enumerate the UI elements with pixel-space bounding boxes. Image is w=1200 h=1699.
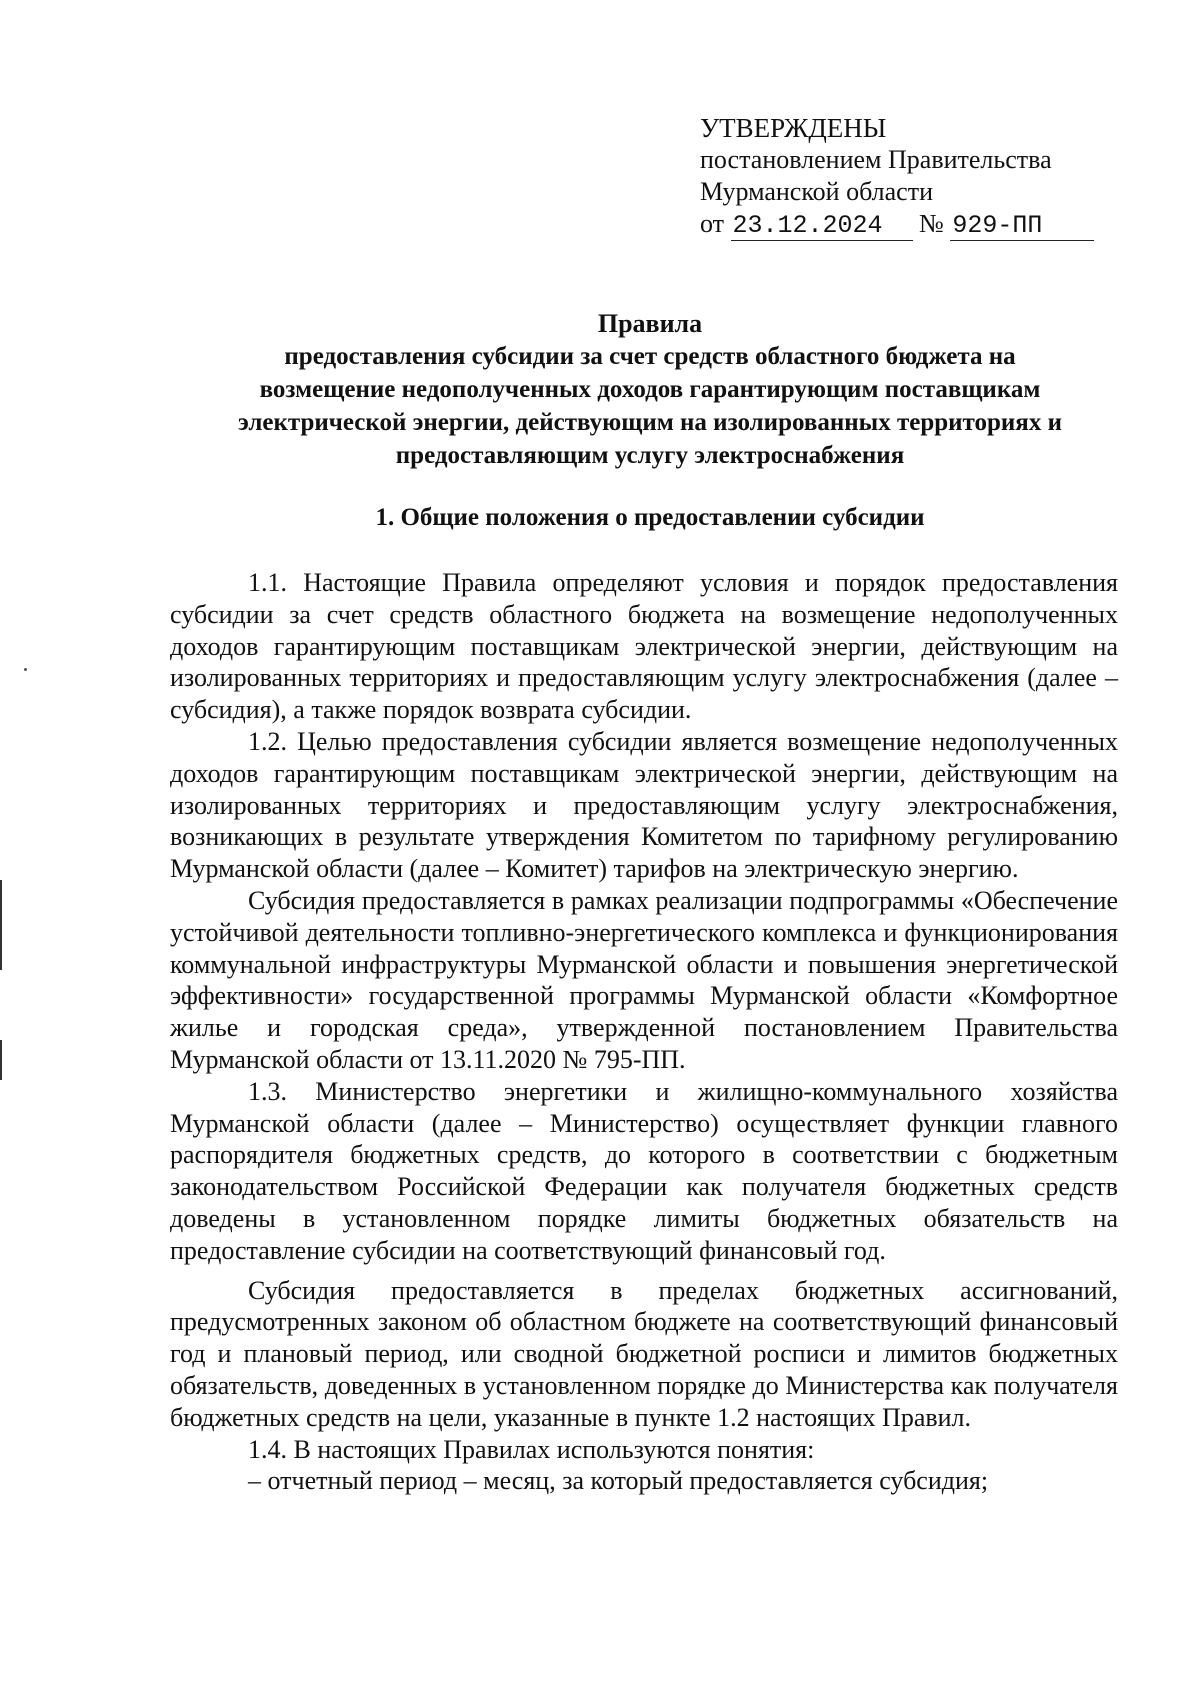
title-subtitle-line: предоставления субсидии за счет средств областного бюджета на: [284, 343, 1016, 370]
approval-line-1: постановлением Правительства: [700, 145, 1052, 174]
title-main: Правила: [597, 309, 703, 338]
title-subtitle-line: предоставляющим услугу электроснабжения: [395, 442, 905, 469]
approval-number: 929-ПП: [950, 212, 1094, 241]
paragraph-1-1: 1.1. Настоящие Правила определяют условия и порядок предоставления субсидии за счет средств областного бюджета на возмещение недополученных доходов гарантирующим поставщикам электрической энергии, действующим на изолированных территориях и предоставляющим услугу электроснабжения (далее – субсидия), а также порядок возврата субсидии.: [170, 568, 1118, 725]
body-text: [170, 567, 1118, 1497]
approval-block: [700, 112, 1094, 241]
paragraph-definition-period: – отчетный период – месяц, за который предоставляется субсидия;: [248, 1466, 989, 1496]
scan-edge-mark: [0, 1040, 2, 1080]
date-prefix: от: [700, 209, 725, 238]
section-heading: 1. Общие положения о предоставлении субсидии: [375, 504, 925, 531]
paragraph-1-2: 1.2. Целью предоставления субсидии является возмещение недополученных доходов гарантирующим поставщикам электрической энергии, действующим на изолированных территориях и предоставляющим услугу электроснабжения, возникающих в результате утверждения Комитетом по тарифному регулированию Мурманской области (далее – Комитет) тарифов на электрическую энергию.: [170, 726, 1118, 884]
approval-line-2: Мурманской области: [700, 177, 933, 206]
document-title: [170, 307, 1130, 472]
approval-title: УТВЕРЖДЕНЫ: [700, 113, 887, 143]
paragraph-subsidy-limits: Субсидия предоставляется в пределах бюджетных ассигнований, предусмотренных законом об областном бюджете на соответствующий финансовый год и плановый период, или сводной бюджетной росписи и лимитов бюджетных обязательств, доведенных в установленном порядке до Министерства как получателя бюджетных средств на цели, указанные в пункте 1.2 настоящих Правил.: [170, 1275, 1118, 1432]
title-subtitle-line: электрической энергии, действующим на изолированных территориях и: [238, 409, 1062, 436]
scan-edge-mark: [0, 880, 2, 970]
approval-date: 23.12.2024: [731, 212, 913, 241]
paragraph-subsidy-program: Субсидия предоставляется в рамках реализации подпрограммы «Обеспечение устойчивой деятельности топливно-энергетического комплекса и функционирования коммунальной инфраструктуры Мурманской области и повышения энергетической эффективности» государственной программы Мурманской области «Комфортное жилье и городская среда», утвержденной постановлением Правительства Мурманской области от 13.11.2020 № 795-ПП.: [170, 885, 1118, 1074]
scan-dot: [24, 668, 27, 671]
paragraph-1-3: 1.3. Министерство энергетики и жилищно-коммунального хозяйства Мурманской области (далее – Министерство) осуществляет функции главного распорядителя бюджетных средств, до которого в соответствии с бюджетным законодательством Российской Федерации как получателя бюджетных средств доведены в установленном порядке лимиты бюджетных обязательств на предоставление субсидии на соответствующий финансовый год.: [170, 1076, 1118, 1265]
approval-date-line: [700, 208, 1094, 241]
title-subtitle-line: возмещение недополученных доходов гарантирующим поставщикам: [259, 376, 1041, 403]
number-prefix: №: [919, 209, 944, 238]
paragraph-1-4: 1.4. В настоящих Правилах используются понятия:: [248, 1434, 815, 1464]
